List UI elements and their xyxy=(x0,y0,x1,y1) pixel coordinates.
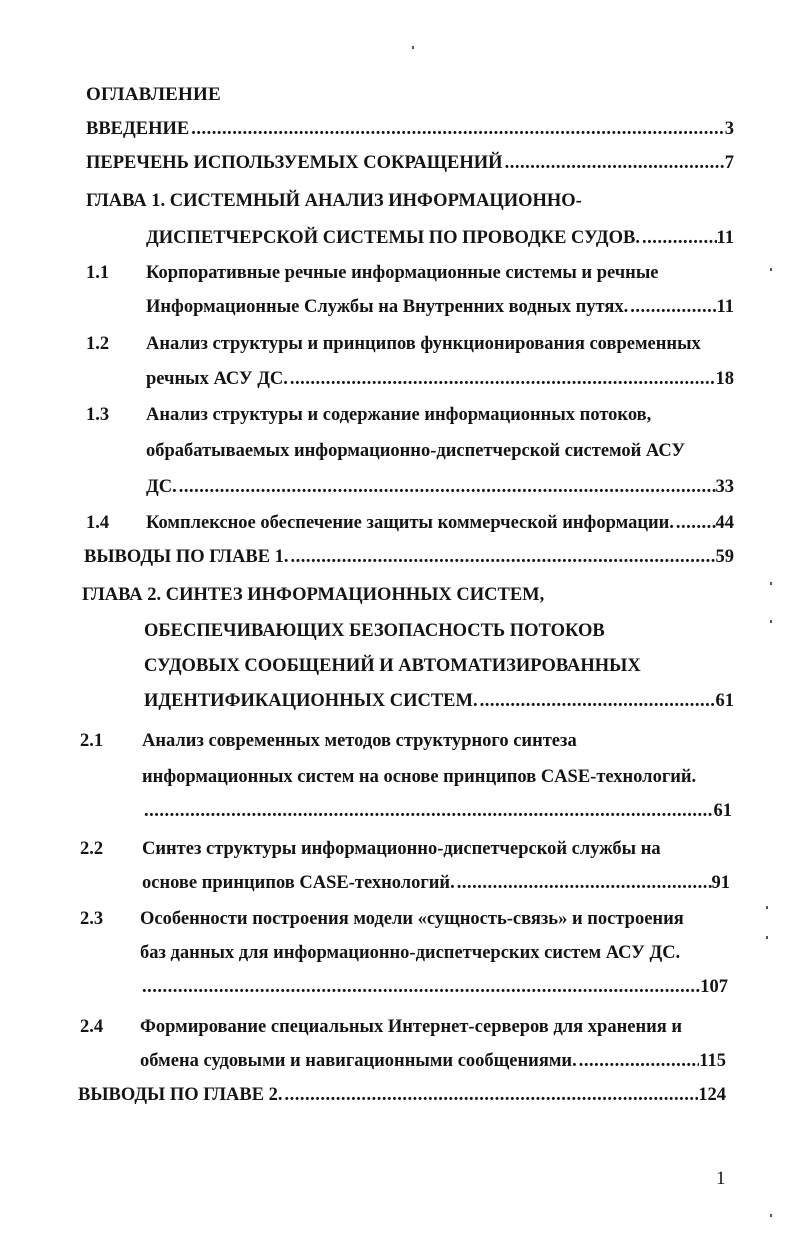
toc-entry-page: 18 xyxy=(715,369,734,389)
toc-leader-dots xyxy=(674,510,716,536)
toc-leader-dots xyxy=(628,294,716,320)
toc-leader-dots xyxy=(289,544,716,570)
toc-entry-text: ВЫВОДЫ ПО ГЛАВЕ 2. xyxy=(78,1085,283,1105)
toc-chapter-2-line-2[interactable]: ОБЕСПЕЧИВАЮЩИХ БЕЗОПАСНОСТЬ ПОТОКОВ xyxy=(144,621,605,641)
toc-leader-dots xyxy=(177,474,716,500)
toc-entry-text: ДИСПЕТЧЕРСКОЙ СИСТЕМЫ ПО ПРОВОДКЕ СУДОВ. xyxy=(146,228,640,248)
toc-leader-dots xyxy=(503,150,725,176)
toc-section-number: 2.3 xyxy=(80,909,104,929)
toc-entry-text: ПЕРЕЧЕНЬ ИСПОЛЬЗУЕМЫХ СОКРАЩЕНИЙ xyxy=(86,153,503,173)
toc-entry-text: речных АСУ ДС. xyxy=(146,369,288,389)
toc-entry-text: ВВЕДЕНИЕ xyxy=(86,119,190,139)
toc-leader-dots xyxy=(640,225,717,251)
toc-entry-section-2-3[interactable] xyxy=(140,974,728,1000)
toc-leader-dots xyxy=(288,366,716,392)
toc-entry-page: 107 xyxy=(700,977,728,997)
toc-entry-text: основе принципов CASE-технологий. xyxy=(142,873,455,893)
toc-entry-page: 11 xyxy=(716,228,734,248)
toc-section-number: 1.2 xyxy=(86,334,110,354)
toc-chapter-1-line-1[interactable]: ГЛАВА 1. СИСТЕМНЫЙ АНАЛИЗ ИНФОРМАЦИОННО- xyxy=(86,191,582,211)
toc-entry-page: 44 xyxy=(715,513,734,533)
toc-entry-page: 33 xyxy=(715,477,734,497)
toc-entry-section-2-1[interactable] xyxy=(142,798,732,824)
scan-speck xyxy=(412,46,414,49)
toc-entry-page: 11 xyxy=(716,297,734,317)
toc-section-number: 1.1 xyxy=(86,263,110,283)
toc-leader-dots xyxy=(140,974,700,1000)
toc-entry-page: 3 xyxy=(724,119,734,139)
toc-entry-section-2-4[interactable] xyxy=(140,1048,726,1074)
scan-speck xyxy=(770,620,772,623)
scan-speck xyxy=(770,1214,772,1217)
toc-section-1-3-line-1[interactable]: Анализ структуры и содержание информационных потоков, xyxy=(146,405,652,425)
toc-entry-text: ВЫВОДЫ ПО ГЛАВЕ 1. xyxy=(84,547,289,567)
toc-entry-text: ИДЕНТИФИКАЦИОННЫХ СИСТЕМ. xyxy=(144,691,478,711)
toc-section-number: 2.2 xyxy=(80,839,104,859)
toc-entry-conclusions-2[interactable] xyxy=(78,1082,726,1108)
toc-entry-section-1-3[interactable] xyxy=(146,474,734,500)
toc-entry-chapter-2[interactable] xyxy=(144,688,734,714)
toc-entry-conclusions-1[interactable] xyxy=(84,544,734,570)
toc-chapter-2-line-1[interactable]: ГЛАВА 2. СИНТЕЗ ИНФОРМАЦИОННЫХ СИСТЕМ, xyxy=(82,585,545,605)
toc-leader-dots xyxy=(142,798,714,824)
toc-entry-section-1-1[interactable] xyxy=(146,294,734,320)
toc-section-number: 1.3 xyxy=(86,405,110,425)
toc-section-2-1-line-1[interactable]: Анализ современных методов структурного синтеза xyxy=(142,731,577,751)
toc-section-number: 2.4 xyxy=(80,1017,104,1037)
toc-chapter-2-line-3[interactable]: СУДОВЫХ СООБЩЕНИЙ И АВТОМАТИЗИРОВАННЫХ xyxy=(144,656,641,676)
toc-leader-dots xyxy=(283,1082,699,1108)
toc-leader-dots xyxy=(577,1048,700,1074)
toc-section-1-3-line-2[interactable]: обрабатываемых информационно-диспетчерской системой АСУ xyxy=(146,441,686,461)
toc-section-1-1-line-1[interactable]: Корпоративные речные информационные системы и речные xyxy=(146,263,659,283)
toc-section-2-1-line-2[interactable]: информационных систем на основе принципов CASE-технологий. xyxy=(142,767,697,787)
toc-section-2-4-line-1[interactable]: Формирование специальных Интернет-серверов для хранения и xyxy=(140,1017,683,1037)
scan-speck xyxy=(770,268,772,271)
scan-speck xyxy=(770,582,772,585)
toc-entry-text: Информационные Службы на Внутренних водных путях. xyxy=(146,297,629,317)
toc-entry-text: обмена судовыми и навигационными сообщениями. xyxy=(140,1051,577,1071)
toc-entry-text: ДС. xyxy=(146,477,177,497)
toc-section-number: 2.1 xyxy=(80,731,104,751)
toc-entry-section-1-2[interactable] xyxy=(146,366,734,392)
toc-leader-dots xyxy=(455,870,712,896)
toc-entry-introduction[interactable] xyxy=(86,116,734,142)
toc-section-number: 1.4 xyxy=(86,513,110,533)
toc-entry-text: Комплексное обеспечение защиты коммерческой информации. xyxy=(146,513,674,533)
toc-entry-chapter-1[interactable] xyxy=(146,225,734,251)
toc-entry-abbreviations[interactable] xyxy=(86,150,734,176)
toc-leader-dots xyxy=(478,688,716,714)
toc-section-2-3-line-2[interactable]: баз данных для информационно-диспетчерских систем АСУ ДС. xyxy=(140,943,681,963)
toc-entry-page: 59 xyxy=(715,547,734,567)
toc-section-2-3-line-1[interactable]: Особенности построения модели «сущность-связь» и построения xyxy=(140,909,684,929)
toc-entry-page: 7 xyxy=(724,153,734,173)
scan-speck xyxy=(766,906,768,909)
toc-section-2-2-line-1[interactable]: Синтез структуры информационно-диспетчерской службы на xyxy=(142,839,661,859)
page-number: 1 xyxy=(716,1168,726,1189)
toc-title: ОГЛАВЛЕНИЕ xyxy=(86,84,221,105)
toc-entry-section-2-2[interactable] xyxy=(142,870,730,896)
toc-leader-dots xyxy=(189,116,725,142)
toc-entry-page: 61 xyxy=(713,801,732,821)
toc-entry-page: 115 xyxy=(699,1051,726,1071)
toc-section-1-2-line-1[interactable]: Анализ структуры и принципов функционирования современных xyxy=(146,334,701,354)
toc-entry-page: 124 xyxy=(698,1085,726,1105)
toc-entry-page: 91 xyxy=(711,873,730,893)
toc-entry-page: 61 xyxy=(715,691,734,711)
scan-speck xyxy=(766,936,768,939)
toc-entry-section-1-4[interactable] xyxy=(146,510,734,536)
